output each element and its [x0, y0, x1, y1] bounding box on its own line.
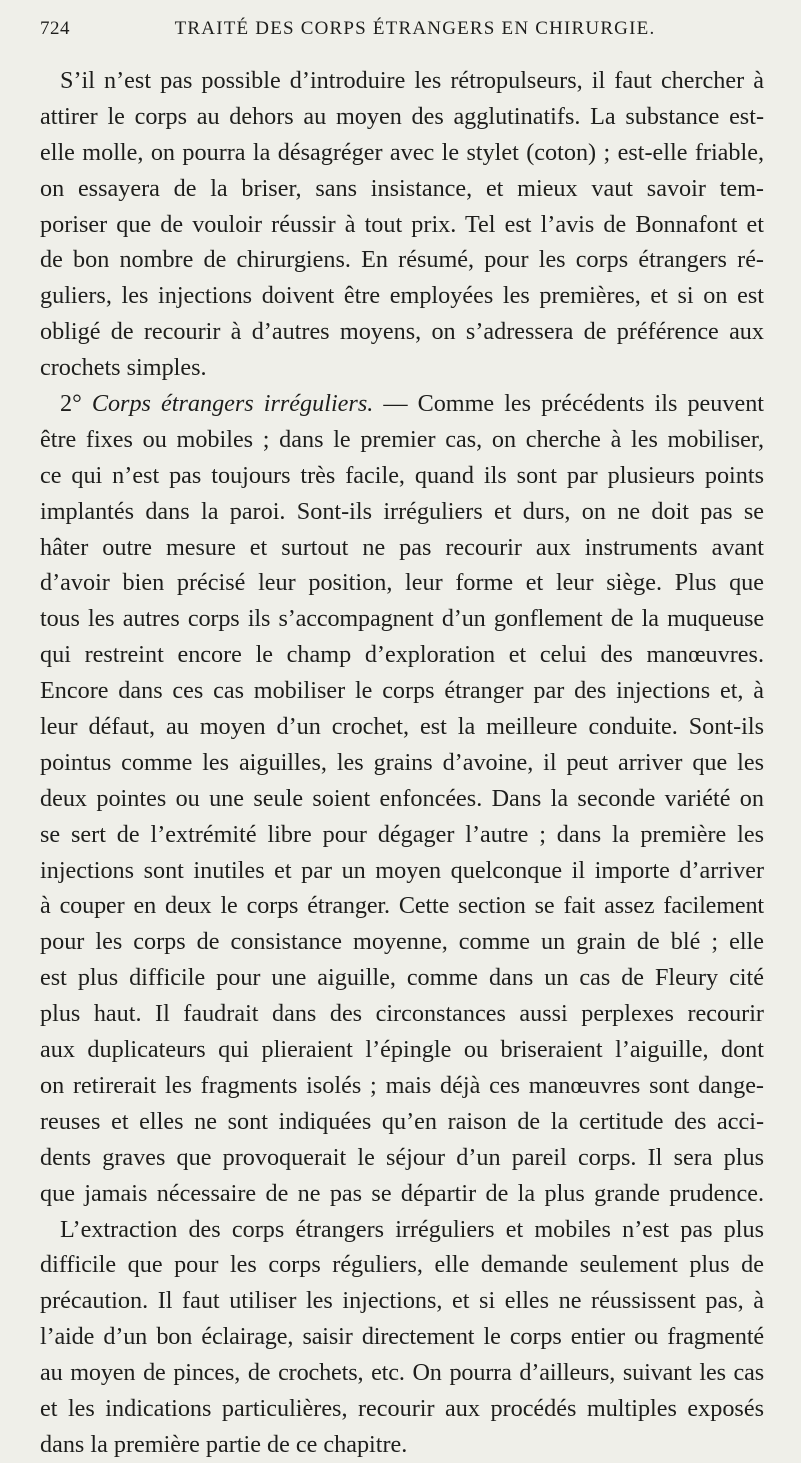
text-line: dents graves que provoquerait le séjour d’un pareil corps. Il sera plus — [40, 1143, 764, 1171]
running-title: TRAITÉ DES CORPS ÉTRANGERS EN CHIRURGIE. — [174, 18, 656, 39]
text-line: injections sont inutiles et par un moyen quelconque il importe d’arriver — [40, 856, 764, 884]
section-number: 2° — [60, 390, 82, 418]
text-line: est plus difficile pour une aiguille, comme dans un cas de Fleury cité — [40, 964, 764, 992]
text-line: on retirerait les fragments isolés ; mais déjà ces manœuvres sont dange- — [40, 1071, 764, 1099]
body-text — [40, 63, 764, 1463]
section-heading-line — [40, 386, 764, 422]
text-line: que jamais nécessaire de ne pas se départir de la plus grande prudence. — [40, 1179, 764, 1207]
text-line: de bon nombre de chirurgiens. En résumé, pour les corps étrangers ré- — [40, 246, 764, 274]
text-line: guliers, les injections doivent être employées les premières, et si on est — [40, 282, 764, 310]
text-line: elle molle, on pourra la désagréger avec le stylet (coton) ; est-elle friable, — [40, 138, 764, 166]
running-header — [40, 18, 760, 46]
text-line: L’extraction des corps étrangers irréguliers et mobiles n’est pas plus — [60, 1215, 764, 1243]
text-line: qui restreint encore le champ d’exploration et celui des manœuvres. — [40, 641, 764, 669]
text-line: tous les autres corps ils s’accompagnent d’un gonflement de la muqueuse — [40, 605, 764, 633]
text-line: dans la première partie de ce chapitre. — [40, 1430, 408, 1458]
text-line: S’il n’est pas possible d’introduire les rétropulseurs, il faut chercher à — [60, 67, 764, 94]
text-line: pointus comme les aiguilles, les grains d’avoine, il peut arriver que les — [40, 748, 764, 776]
text-line: hâter outre mesure et surtout ne pas recourir aux instruments avant — [40, 533, 764, 561]
page-number: 724 — [40, 18, 70, 39]
text-line: aux duplicateurs qui plieraient l’épingle ou briseraient l’aiguille, dont — [40, 1036, 764, 1064]
text-line: l’aide d’un bon éclairage, saisir directement le corps entier ou fragmenté — [40, 1323, 764, 1351]
text-line: plus haut. Il faudrait dans des circonstances aussi perplexes recourir — [40, 1000, 764, 1028]
text-line: implantés dans la paroi. Sont-ils irréguliers et durs, on ne doit pas se — [40, 497, 764, 525]
text-line: ce qui n’est pas toujours très facile, quand ils sont par plusieurs points — [40, 461, 764, 489]
text-line: se sert de l’extrémité libre pour dégager l’autre ; dans la première les — [40, 820, 764, 848]
text-line: à couper en deux le corps étranger. Cette section se fait assez facilement — [40, 892, 764, 920]
text-line: on essayera de la briser, sans insistance, et mieux vaut savoir tem- — [40, 174, 764, 202]
text-line: précaution. Il faut utiliser les injections, et si elles ne réussissent pas, à — [40, 1287, 764, 1315]
text-line: au moyen de pinces, de crochets, etc. On pourra d’ailleurs, suivant les cas — [40, 1359, 764, 1387]
text-line: et les indications particulières, recourir aux procédés multiples exposés — [40, 1394, 764, 1422]
text-line: Encore dans ces cas mobiliser le corps étranger par des injections et, à — [40, 677, 764, 705]
text-line: leur défaut, au moyen d’un crochet, est la meilleure conduite. Sont-ils — [40, 713, 764, 741]
text-line: attirer le corps au dehors au moyen des agglutinatifs. La substance est- — [40, 102, 764, 130]
text-line: deux pointes ou une seule soient enfoncées. Dans la seconde variété on — [40, 784, 764, 812]
section-heading: Corps étrangers irréguliers. — [91, 390, 374, 418]
text-line: crochets simples. — [40, 354, 207, 382]
text-line: poriser que de vouloir réussir à tout prix. Tel est l’avis de Bonnafont et — [40, 210, 764, 238]
text-line: obligé de recourir à d’autres moyens, on s’adressera de préférence aux — [40, 318, 764, 346]
text-line-rest: — Comme les précédents ils peuvent — [383, 390, 765, 418]
text-line: reuses et elles ne sont indiquées qu’en raison de la certitude des acci- — [40, 1107, 764, 1135]
text-line: pour les corps de consistance moyenne, comme un grain de blé ; elle — [40, 928, 764, 956]
text-line: d’avoir bien précisé leur position, leur forme et leur siège. Plus que — [40, 569, 764, 597]
text-line: être fixes ou mobiles ; dans le premier cas, on cherche à les mobiliser, — [40, 425, 764, 453]
text-line: difficile que pour les corps réguliers, elle demande seulement plus de — [40, 1251, 764, 1279]
